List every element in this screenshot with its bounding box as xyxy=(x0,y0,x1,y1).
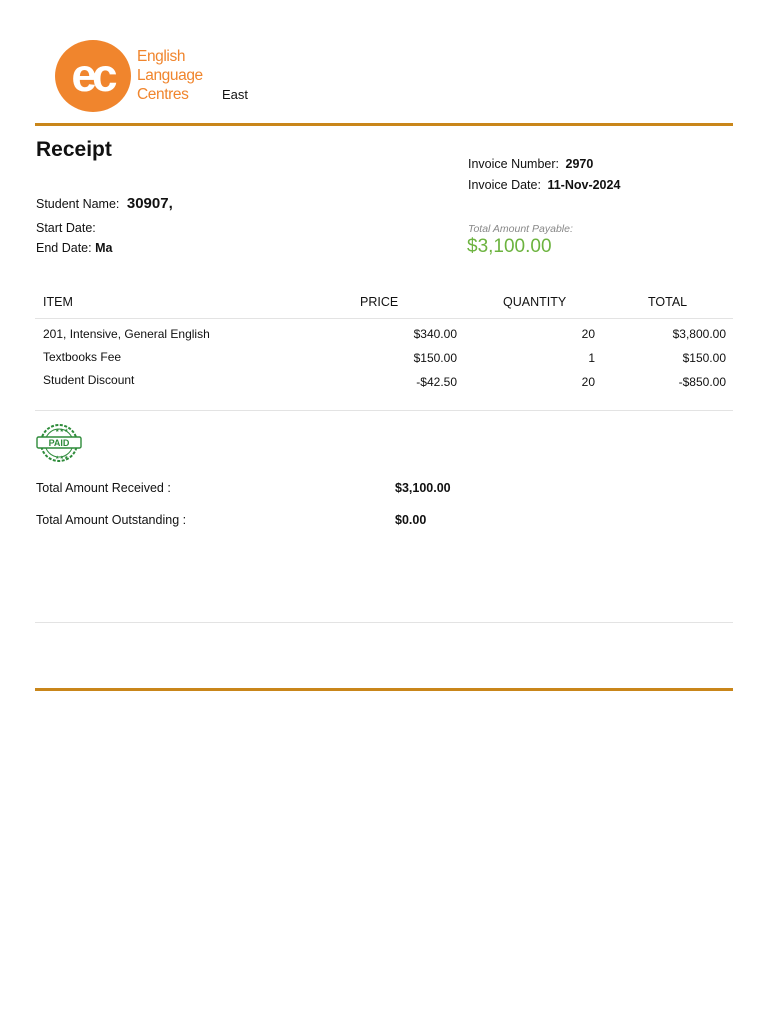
row-item: Student Discount xyxy=(43,373,135,387)
invoice-date-row xyxy=(468,178,620,192)
header-divider xyxy=(35,123,733,126)
invoice-number-value: 2970 xyxy=(565,157,594,171)
logo-line-3: Centres xyxy=(137,86,189,103)
row-total: $3,800.00 xyxy=(672,327,726,341)
logo-wordmark xyxy=(137,47,203,104)
row-item: 201, Intensive, General English xyxy=(43,327,210,341)
student-name-value: 30907, xyxy=(126,195,173,212)
total-payable-value: $3,100.00 xyxy=(467,236,552,257)
column-header-total: TOTAL xyxy=(648,295,688,309)
column-header-quantity: QUANTITY xyxy=(503,295,567,309)
branch-name: East xyxy=(222,87,249,102)
total-payable-label: Total Amount Payable: xyxy=(468,223,573,235)
svg-text:★★★: ★★★ xyxy=(55,455,69,461)
start-date-row xyxy=(36,221,96,235)
footer-divider xyxy=(35,688,733,691)
paid-stamp-text: PAID xyxy=(48,438,70,448)
row-total: $150.00 xyxy=(682,351,726,365)
row-item: Textbooks Fee xyxy=(43,350,122,364)
end-date-label: End Date: xyxy=(36,241,92,255)
row-quantity: 20 xyxy=(581,327,595,341)
row-price: $150.00 xyxy=(413,351,457,365)
row-quantity: 1 xyxy=(588,351,595,365)
ec-logo-icon xyxy=(54,38,134,114)
svg-text:★★★: ★★★ xyxy=(55,428,69,434)
summary-divider xyxy=(35,622,733,623)
invoice-number-label: Invoice Number: xyxy=(468,157,560,171)
total-received-value: $3,100.00 xyxy=(395,481,451,495)
end-date-row xyxy=(36,241,112,255)
paid-stamp-icon xyxy=(36,423,82,463)
table-footer-divider xyxy=(35,410,733,411)
logo-line-1: English xyxy=(137,48,186,65)
invoice-date-label: Invoice Date: xyxy=(468,178,541,192)
row-total: -$850.00 xyxy=(678,375,726,389)
total-received-label: Total Amount Received : xyxy=(36,481,171,495)
end-date-value: Ma xyxy=(95,241,113,255)
invoice-number-row xyxy=(468,157,593,171)
table-header-divider xyxy=(35,318,733,319)
logo-initials: ec xyxy=(71,49,113,101)
logo-line-2: Language xyxy=(137,67,203,84)
total-outstanding-label: Total Amount Outstanding : xyxy=(36,513,187,527)
student-name-label: Student Name: xyxy=(36,197,120,211)
total-outstanding-value: $0.00 xyxy=(395,513,427,527)
page-title: Receipt xyxy=(36,138,112,161)
start-date-label: Start Date: xyxy=(36,221,96,235)
column-header-item: ITEM xyxy=(43,295,73,309)
column-header-price: PRICE xyxy=(360,295,399,309)
row-price: -$42.50 xyxy=(416,375,457,389)
invoice-date-value: 11-Nov-2024 xyxy=(547,178,621,192)
row-quantity: 20 xyxy=(581,375,595,389)
row-price: $340.00 xyxy=(413,327,457,341)
student-name-row xyxy=(36,195,173,212)
